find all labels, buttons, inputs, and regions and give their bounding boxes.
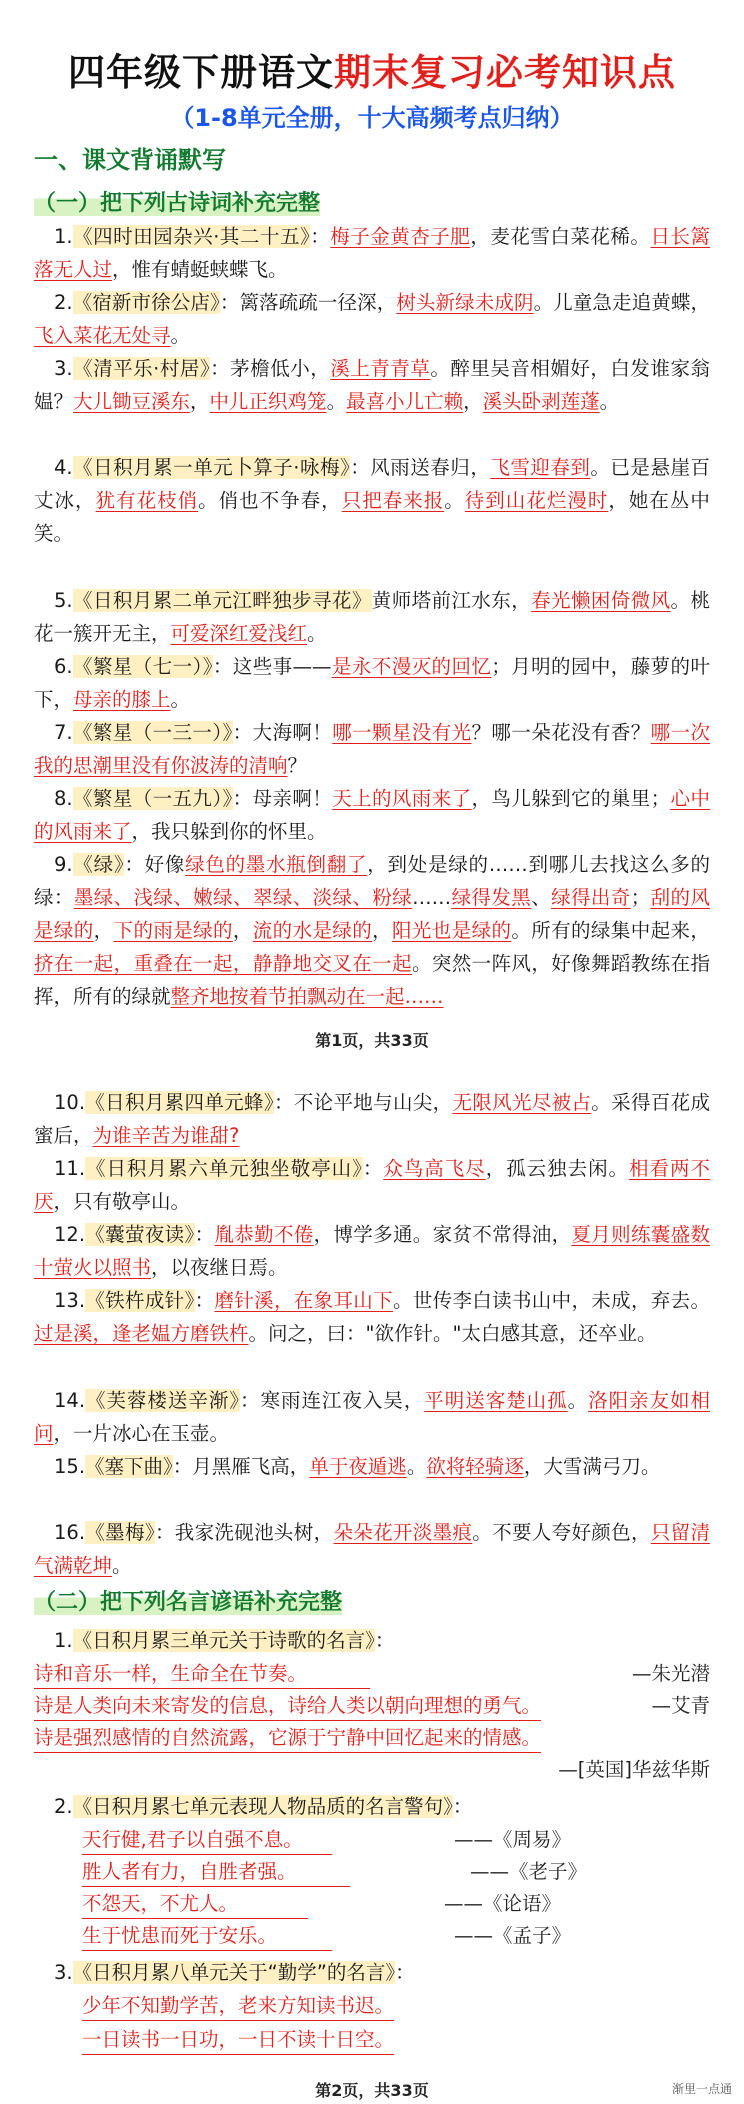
answer-text: 磨针溪，在象耳山下 bbox=[214, 1289, 393, 1312]
item-number: 12. bbox=[54, 1223, 86, 1246]
poem-text: ；月明的园中，藤萝的叶下， bbox=[34, 655, 710, 711]
answer-text: 中儿正织鸡笼 bbox=[209, 390, 327, 413]
answer-text: 待到山花烂漫时 bbox=[464, 489, 609, 512]
subsection-label: （一）把下列古诗词补充完整 bbox=[34, 191, 321, 216]
poem-item bbox=[34, 1516, 710, 1582]
quote-attribution: —朱光潜 bbox=[631, 1662, 710, 1685]
poem-text: ：母亲啊！ bbox=[232, 787, 333, 810]
quote-attribution: —[英国]华兹华斯 bbox=[558, 1758, 710, 1781]
answer-text: 可爱深红爱浅红 bbox=[170, 622, 308, 645]
poem-text: 。 bbox=[326, 390, 347, 413]
poem-text: ，以夜继日焉。 bbox=[151, 1256, 288, 1279]
poem-title: 《清平乐·村居》 bbox=[72, 357, 211, 380]
poem-text: ，惟有蜻蜓蛱蝶飞。 bbox=[112, 258, 288, 281]
poem-item bbox=[34, 1218, 710, 1284]
item-number: 6. bbox=[54, 655, 73, 678]
answer-text: 墨绿、浅绿、嫩绿、翠绿、淡绿、粉绿 bbox=[73, 886, 413, 909]
quote-attribution: ——《老子》 bbox=[470, 1860, 588, 1883]
poem-text: 。 bbox=[170, 688, 191, 711]
poem-text: 。采得百花成蜜后， bbox=[34, 1091, 710, 1147]
title-red: 期末复习必考知识点 bbox=[334, 51, 676, 94]
poem-text: ： bbox=[362, 1157, 384, 1180]
answer-text: 过是溪，逢老媪方磨铁杵 bbox=[34, 1322, 249, 1345]
item-number: 11. bbox=[54, 1157, 86, 1180]
poem-text: ，鸟儿躲到它的巢里； bbox=[471, 787, 671, 810]
answer-text: 洛阳亲友如相问 bbox=[34, 1389, 710, 1445]
poem-text: ？哪一朵花没有香？ bbox=[471, 721, 651, 744]
quote-line: 生于忧患而死于安乐。 bbox=[82, 1920, 332, 1951]
subsection-heading-quotes bbox=[34, 1585, 342, 1616]
poem-title: 《墨梅》 bbox=[85, 1521, 155, 1544]
item-number: 14. bbox=[54, 1389, 86, 1412]
item-number: 16. bbox=[54, 1521, 86, 1544]
subsection-heading-poems bbox=[34, 186, 320, 217]
poem-title: 《四时田园杂兴·其二十五》 bbox=[72, 225, 311, 248]
poem-item bbox=[34, 352, 710, 418]
poem-text: ， bbox=[463, 390, 483, 413]
answer-text: 哪一次我的思潮里没有你波涛的清响 bbox=[34, 721, 710, 777]
quote-line: 胜人者有力，自胜者强。 bbox=[82, 1856, 350, 1887]
poem-text: ，麦花雪白菜花稀。 bbox=[470, 225, 651, 248]
poem-text: ：茅檐低小， bbox=[210, 357, 331, 380]
poem-text: ：风雨送春归， bbox=[350, 456, 491, 479]
answer-text: 单于夜遁逃 bbox=[309, 1455, 407, 1478]
poem-title: 《繁星（一三一）》 bbox=[72, 721, 233, 744]
answer-text: 挤在一起，重叠在一起，静静地交叉在一起 bbox=[34, 952, 412, 975]
quote-group-title: 《日积月累八单元关于“勤学”的名言》 bbox=[72, 1961, 396, 1984]
poem-text: 、 bbox=[531, 886, 552, 909]
poem-text: ，我只躲到你的怀里。 bbox=[131, 820, 327, 843]
poem-text: 。所有的绿集中起来， bbox=[511, 919, 710, 942]
answer-text: 梅子金黄杏子肥 bbox=[330, 225, 471, 248]
answer-text: 飞雪迎春到 bbox=[490, 456, 591, 479]
poem-text: ，一片冰心在玉壶。 bbox=[53, 1422, 230, 1445]
poem-text: 。桃花一簇开无主， bbox=[34, 589, 710, 645]
answer-text: 朵朵花开淡墨痕 bbox=[333, 1521, 473, 1544]
item-number: 1. bbox=[54, 225, 73, 248]
answer-text: 相看两不厌 bbox=[34, 1157, 710, 1213]
answer-text: 是永不漫灭的回忆 bbox=[331, 655, 492, 678]
poem-text: ：这些事—— bbox=[212, 655, 332, 678]
poem-text: ， bbox=[372, 919, 393, 942]
answer-text: 众鸟高飞尽 bbox=[383, 1157, 486, 1180]
poem-text: 。已是悬崖百丈冰， bbox=[34, 456, 710, 512]
answer-text: 日长篱落无人过 bbox=[34, 225, 710, 281]
poem-title: 《铁杵成针》 bbox=[85, 1289, 195, 1312]
poem-text: ：不论平地与山尖， bbox=[273, 1091, 453, 1114]
poem-text: 。 bbox=[112, 1554, 132, 1577]
item-number: 9. bbox=[54, 853, 73, 876]
answer-text: 平明送客楚山孤 bbox=[424, 1389, 568, 1412]
poem-text: ： bbox=[194, 1289, 215, 1312]
poem-item bbox=[34, 1384, 710, 1450]
quote-line: 诗和音乐一样，生命全在节奏。 bbox=[34, 1658, 370, 1689]
poem-text: 。 bbox=[406, 1455, 427, 1478]
page1-footer: 第1页，共33页 bbox=[315, 1031, 429, 1050]
poem-title: 《芙蓉楼送辛渐》 bbox=[85, 1389, 241, 1412]
item-number: 5. bbox=[54, 589, 73, 612]
answer-text: 大儿锄豆溪东 bbox=[73, 390, 191, 413]
title-black: 四年级下册语文 bbox=[68, 51, 334, 94]
quote-attribution: ——《论语》 bbox=[444, 1892, 562, 1915]
quote-line: 一日读书一日功，一日不读十日空。 bbox=[82, 2024, 394, 2055]
quote-group-3-title: 3.《日积月累八单元关于“勤学”的名言》： bbox=[54, 1961, 415, 1984]
poem-title: 《日积月累六单元独坐敬亭山》 bbox=[85, 1157, 363, 1180]
answer-text: 犹有花枝俏 bbox=[95, 489, 199, 512]
item-number: 15. bbox=[54, 1455, 86, 1478]
quote-attribution: ——《周易》 bbox=[454, 1828, 572, 1851]
answer-text: 刮的风是绿的 bbox=[34, 886, 710, 942]
poem-text: ： bbox=[310, 225, 331, 248]
poem-text: 。不要人夸好颜色， bbox=[472, 1521, 651, 1544]
poem-text: ，只有敬亭山。 bbox=[53, 1190, 191, 1213]
poem-text: ：寒雨连江夜入吴， bbox=[240, 1389, 425, 1412]
answer-text: 溪头卧剥莲蓬 bbox=[482, 390, 600, 413]
quote-line: 天行健,君子以自强不息。 bbox=[82, 1824, 332, 1855]
poem-item bbox=[34, 1086, 710, 1152]
poem-text: 。俏也不争春， bbox=[198, 489, 342, 512]
poem-item bbox=[34, 1284, 710, 1350]
poem-text: ，孤云独去闲。 bbox=[485, 1157, 630, 1180]
poem-item bbox=[34, 650, 710, 716]
poem-text: ？ bbox=[287, 754, 308, 777]
poem-title: 《日积月累一单元卜算子·咏梅》 bbox=[72, 456, 351, 479]
poem-text: 。 bbox=[170, 324, 191, 347]
poem-text: ：大海啊！ bbox=[232, 721, 333, 744]
poem-text: ：我家洗砚池头树， bbox=[154, 1521, 334, 1544]
poem-text: 。问之，曰："欲作针。"太白感其意，还卒业。 bbox=[248, 1322, 657, 1345]
item-number: 7. bbox=[54, 721, 73, 744]
page-subtitle: （1-8单元全册，十大高频考点归纳） bbox=[170, 104, 574, 132]
answer-text: 母亲的膝上 bbox=[73, 688, 171, 711]
poem-text: ，到处是绿的……到哪儿去找这么多的绿： bbox=[34, 853, 710, 909]
poem-text: ：好像 bbox=[124, 853, 186, 876]
answer-text: 心中的风雨来了 bbox=[34, 787, 710, 843]
poem-text: ：篱落疏疏一径深， bbox=[219, 291, 397, 314]
poem-text: 。醉里吴音相媚好，白发谁家翁媪？ bbox=[34, 357, 710, 413]
poem-item bbox=[34, 848, 710, 1013]
quote-group-title: 《日积月累三单元关于诗歌的名言》 bbox=[72, 1629, 375, 1652]
poem-text: 。 bbox=[307, 622, 327, 645]
poem-title: 《绿》 bbox=[72, 853, 125, 876]
answer-text: 为谁辛苦为谁甜? bbox=[92, 1124, 240, 1147]
poem-item bbox=[34, 1152, 710, 1218]
watermark: 渐里一点通 bbox=[671, 2082, 732, 2096]
answer-text: 绿色的墨水瓶倒翻了 bbox=[185, 853, 368, 876]
poem-text: 。 bbox=[444, 489, 465, 512]
answer-text: 下的雨是绿的 bbox=[113, 919, 233, 942]
quote-line: 诗是人类向未来寄发的信息，诗给人类以朝向理想的勇气。 bbox=[34, 1690, 541, 1721]
answer-text: 无限风光尽被占 bbox=[452, 1091, 592, 1114]
answer-text: 欲将轻骑逐 bbox=[426, 1455, 524, 1478]
quote-attribution: ——《孟子》 bbox=[454, 1924, 572, 1947]
item-number: 4. bbox=[54, 456, 73, 479]
page2-footer: 第2页，共33页 bbox=[315, 2081, 429, 2100]
answer-text: 胤恭勤不倦 bbox=[214, 1223, 314, 1246]
poem-text: ，她在丛中笑。 bbox=[34, 489, 710, 545]
answer-text: 哪一颗星没有光 bbox=[332, 721, 472, 744]
quote-group-2-title: 2.《日积月累七单元表现人物品质的名言警句》： bbox=[54, 1795, 473, 1818]
answer-text: 夏月则练囊盛数十萤火以照书 bbox=[34, 1223, 710, 1279]
poem-item bbox=[34, 1450, 710, 1483]
answer-text: 整齐地按着节拍飘动在一起…… bbox=[170, 985, 444, 1008]
poem-item bbox=[34, 584, 710, 650]
poem-text: ， bbox=[93, 919, 114, 942]
quote-group-title: 《日积月累七单元表现人物品质的名言警句》 bbox=[72, 1795, 453, 1818]
poem-text: …… bbox=[412, 886, 452, 909]
page-title bbox=[0, 42, 744, 96]
poem-text: 。 bbox=[567, 1389, 589, 1412]
poem-text: ， bbox=[190, 390, 210, 413]
poem-text: 。突然一阵风，好像舞蹈教练在指挥，所有的绿就 bbox=[34, 952, 710, 1008]
poem-item bbox=[34, 451, 710, 550]
poem-item bbox=[34, 716, 710, 782]
subsection-label: （二）把下列名言谚语补充完整 bbox=[34, 1590, 343, 1615]
poem-item bbox=[34, 782, 710, 848]
item-number: 13. bbox=[54, 1289, 86, 1312]
poem-item bbox=[34, 286, 710, 352]
poem-text: ： bbox=[194, 1223, 215, 1246]
answer-text: 树头新绿未成阴 bbox=[396, 291, 534, 314]
quote-attribution: —艾青 bbox=[651, 1694, 710, 1717]
poem-text: ：月黑雁飞高， bbox=[172, 1455, 310, 1478]
poem-text: ； bbox=[630, 886, 651, 909]
quote-line: 诗是强烈感情的自然流露，它源于宁静中回忆起来的情感。 bbox=[34, 1722, 541, 1753]
answer-text: 阳光也是绿的 bbox=[392, 919, 512, 942]
answer-text: 飞入菜花无处寻 bbox=[34, 324, 171, 347]
poem-title: 《繁星（七一）》 bbox=[72, 655, 213, 678]
poem-text: ，博学多通。家贫不常得油， bbox=[313, 1223, 572, 1246]
poem-text: 。 bbox=[599, 390, 620, 413]
poem-text: 。儿童急走追黄蝶， bbox=[533, 291, 710, 314]
quote-group-1-title: 1.《日积月累三单元关于诗歌的名言》： bbox=[54, 1629, 395, 1652]
answer-text: 绿得出奇 bbox=[551, 886, 631, 909]
poem-title: 《宿新市徐公店》 bbox=[72, 291, 220, 314]
poem-text: ，大雪满弓刀。 bbox=[523, 1455, 661, 1478]
item-number: 2. bbox=[54, 291, 73, 314]
poem-title: 《日积月累二单元江畔独步寻花》 bbox=[72, 589, 372, 612]
quote-line: 少年不知勤学苦，老来方知读书迟。 bbox=[82, 1990, 394, 2021]
poem-title: 《囊萤夜读》 bbox=[85, 1223, 195, 1246]
poem-text: ， bbox=[232, 919, 253, 942]
answer-text: 溪上青青草 bbox=[330, 357, 431, 380]
answer-text: 只留清气满乾坤 bbox=[34, 1521, 710, 1577]
item-number: 8. bbox=[54, 787, 73, 810]
poem-text: 黄师塔前江水东， bbox=[371, 589, 532, 612]
answer-text: 春光懒困倚微风 bbox=[531, 589, 671, 612]
item-number: 3. bbox=[54, 357, 73, 380]
item-number: 10. bbox=[54, 1091, 86, 1114]
answer-text: 绿得发黑 bbox=[451, 886, 532, 909]
poem-title: 《繁星（一五九）》 bbox=[72, 787, 233, 810]
answer-text: 只把春来报 bbox=[341, 489, 445, 512]
answer-text: 流的水是绿的 bbox=[252, 919, 373, 942]
quote-line: 不怨天，不尤人。 bbox=[82, 1888, 308, 1919]
section-heading: 一、课文背诵默写 bbox=[34, 146, 226, 174]
answer-text: 最喜小儿亡赖 bbox=[346, 390, 464, 413]
poem-text: 。世传李白读书山中，未成，弃去。 bbox=[392, 1289, 710, 1312]
answer-text: 天上的风雨来了 bbox=[332, 787, 472, 810]
poem-title: 《日积月累四单元蜂》 bbox=[85, 1091, 274, 1114]
poem-title: 《塞下曲》 bbox=[85, 1455, 173, 1478]
poem-item bbox=[34, 220, 710, 286]
